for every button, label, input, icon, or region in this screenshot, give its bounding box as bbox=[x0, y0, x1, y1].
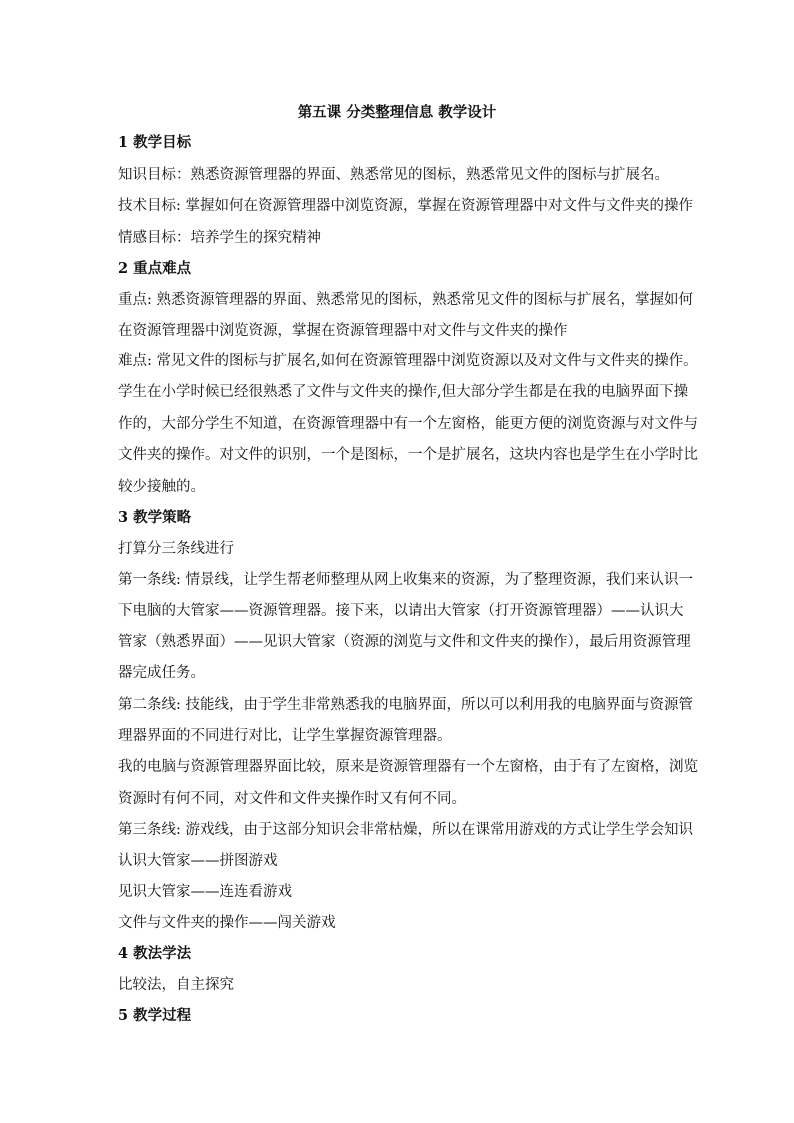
comparison-text: 我的电脑与资源管理器界面比较，原来是资源管理器有一个左窗格，由于有了左窗格，浏览 bbox=[118, 759, 698, 775]
body-paragraph-line: 作的，大部分学生不知道，在资源管理器中有一个左窗格，能更方便的浏览资源与对文件与 bbox=[118, 416, 698, 432]
game-item-levels: 文件与文件夹的操作——闯关游戏 bbox=[118, 915, 336, 931]
body-paragraph-line: 较少接触的。 bbox=[118, 479, 205, 495]
knowledge-objective-text: 知识目标：熟悉资源管理器的界面、熟悉常见的图标，熟悉常见文件的图标与扩展名。 bbox=[118, 167, 669, 183]
game-item-match: 见识大管家——连连看游戏 bbox=[118, 884, 292, 900]
emotion-objective-text: 情感目标：培养学生的探究精神 bbox=[118, 230, 321, 246]
section-heading-strategy: 3 教学策略 bbox=[118, 509, 192, 526]
comparison-text-cont: 资源时有何不同，对文件和文件夹操作时又有何不同。 bbox=[118, 791, 466, 807]
body-paragraph-line: 学生在小学时候已经很熟悉了文件与文件夹的操作,但大部分学生都是在我的电脑界面下操 bbox=[118, 384, 689, 400]
section-heading-process: 5 教学过程 bbox=[118, 1007, 192, 1024]
difficulty-text: 难点: 常见文件的图标与扩展名,如何在资源管理器中浏览资源以及对文件与文件夹的操作。 bbox=[118, 353, 698, 369]
third-line-text: 第三条线: 游戏线，由于这部分知识会非常枯燥，所以在课常用游戏的方式让学生学会知识 bbox=[118, 822, 693, 838]
section-heading-key-points: 2 重点难点 bbox=[118, 260, 192, 277]
first-line-text-cont: 下电脑的大管家——资源管理器。接下来，以请出大管家（打开资源管理器）——认识大 bbox=[118, 603, 684, 619]
first-line-text-cont: 器完成任务。 bbox=[118, 665, 205, 681]
section-heading-methods: 4 教法学法 bbox=[118, 945, 192, 962]
page-title: 第五课 分类整理信息 教学设计 bbox=[297, 104, 497, 121]
methods-text: 比较法，自主探究 bbox=[118, 977, 234, 993]
first-line-text-cont: 管家（熟悉界面）——见识大管家（资源的浏览与文件和文件夹的操作），最后用资源管理 bbox=[118, 634, 691, 650]
first-line-text: 第一条线: 情景线，让学生帮老师整理从网上收集来的资源，为了整理资源，我们来认识一 bbox=[118, 572, 693, 588]
second-line-text: 第二条线: 技能线，由于学生非常熟悉我的电脑界面，所以可以利用我的电脑界面与资源管 bbox=[118, 697, 693, 713]
second-line-text-cont: 理器界面的不同进行对比，让学生掌握资源管理器。 bbox=[118, 728, 452, 744]
skill-objective-text: 技术目标: 掌握如何在资源管理器中浏览资源，掌握在资源管理器中对文件与文件夹的操作 bbox=[118, 198, 693, 214]
body-paragraph-line: 文件夹的操作。对文件的识别，一个是图标，一个是扩展名，这块内容也是学生在小学时比 bbox=[118, 447, 698, 463]
game-item-puzzle: 认识大管家——拼图游戏 bbox=[118, 853, 278, 869]
section-heading-objectives: 1 教学目标 bbox=[118, 134, 192, 151]
key-point-text: 重点: 熟悉资源管理器的界面、熟悉常见的图标，熟悉常见文件的图标与扩展名，掌握如何 bbox=[118, 292, 693, 308]
strategy-intro-text: 打算分三条线进行 bbox=[118, 541, 234, 557]
key-point-text-cont: 在资源管理器中浏览资源，掌握在资源管理器中对文件与文件夹的操作 bbox=[118, 323, 568, 339]
